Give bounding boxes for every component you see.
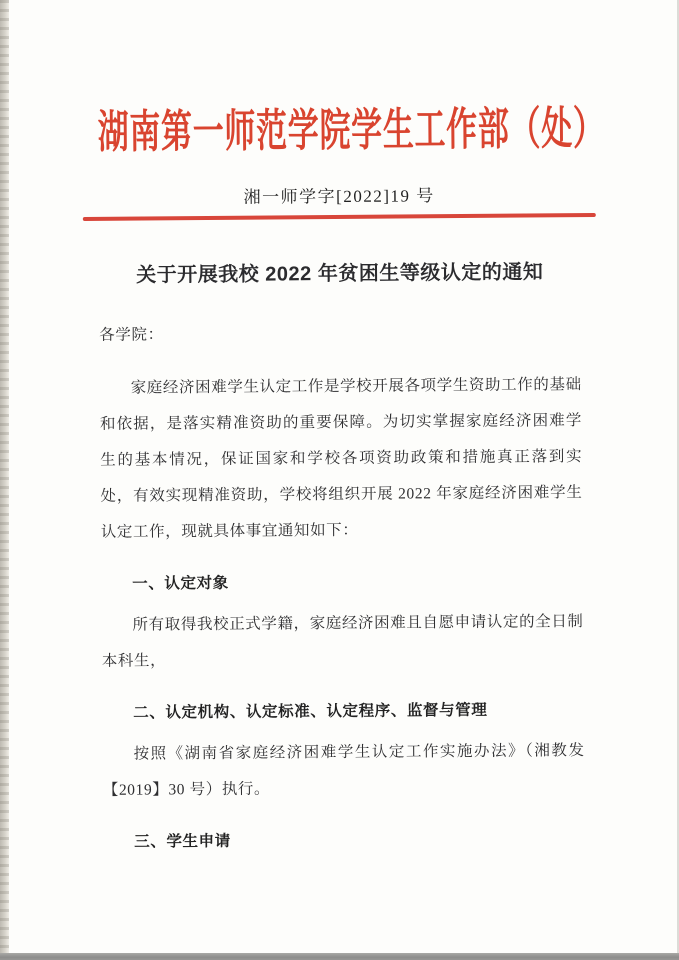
- letterhead-divider-line: [83, 213, 596, 221]
- section-2-heading: 二、认定机构、认定标准、认定程序、监督与管理: [133, 701, 488, 722]
- organization-name: 湖南第一师范学院学生工作部（处）: [97, 104, 605, 159]
- letterhead: [0, 101, 679, 221]
- scan-edge-left: [0, 0, 9, 960]
- section-3-body: [103, 862, 585, 866]
- section-2-body: 按照《湖南省家庭经济困难学生认定工作实施办法》（湘教发【2019】30 号）执行。: [102, 742, 585, 799]
- section-1-body: 所有取得我校正式学籍，家庭经济困难且自愿申请认定的全日制本科生，: [101, 613, 584, 670]
- section-1-heading: 一、认定对象: [132, 574, 229, 593]
- document-body: [99, 257, 586, 861]
- salutation: 各学院：: [99, 326, 164, 344]
- section-3-heading: 三、学生申请: [134, 832, 231, 851]
- document-reference-number: 湘一师学字[2022]19 号: [243, 186, 435, 207]
- intro-paragraph: 家庭经济困难学生认定工作是学校开展各项学生资助工作的基础和依据，是落实精准资助的重要保障。为切实掌握家庭经济困难学生的基本情况，保证国家和学校各项资助政策和措施真正落到实处，有效实现精准资助，学校将组织开展 2022 年家庭经济困难学生认定工作，现就具体事宜通知如下：: [99, 376, 583, 541]
- scan-edge-bottom: [0, 953, 679, 960]
- notice-title: 关于开展我校 2022 年贫困生等级认定的通知: [136, 261, 544, 287]
